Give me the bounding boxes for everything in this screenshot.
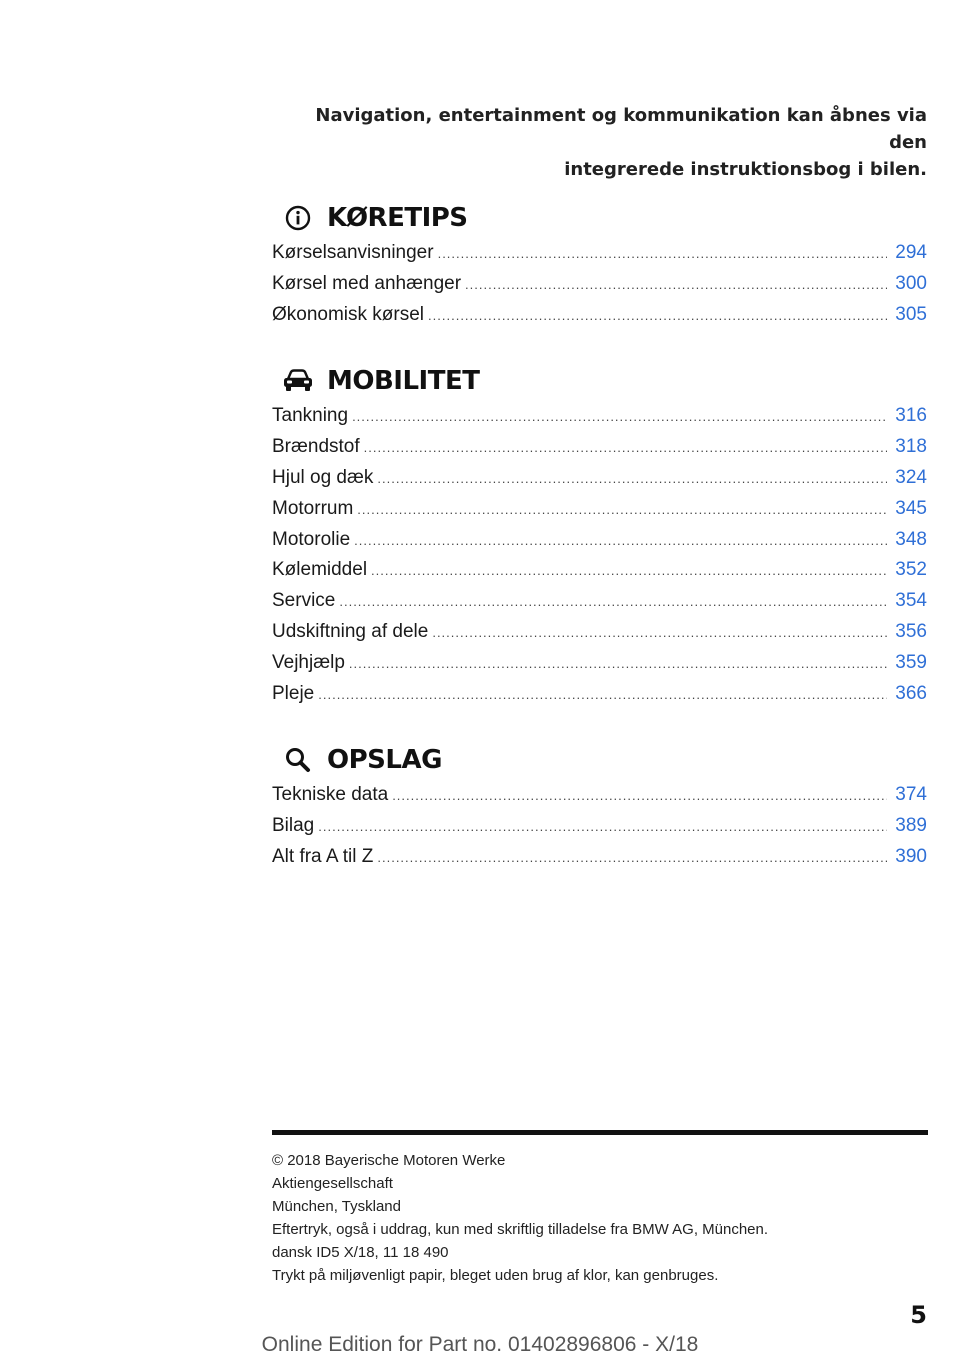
toc-entry-title: Bilag (272, 815, 315, 837)
toc-page-link[interactable]: 374 (895, 784, 927, 806)
section-title: MOBILITET (327, 366, 480, 397)
toc-entry-title: Service (272, 590, 336, 612)
toc-entry[interactable] (272, 498, 927, 529)
dot-leader (377, 850, 887, 865)
toc-entry-title: Tankning (272, 405, 349, 427)
toc-entry-title: Kørselsanvisninger (272, 242, 434, 263)
imprint-line: dansk ID5 X/18, 11 18 490 (272, 1244, 449, 1261)
section-header (272, 738, 927, 782)
toc-entry[interactable] (272, 621, 927, 652)
dot-leader (339, 594, 887, 609)
toc-entry[interactable] (272, 436, 927, 467)
imprint-line: Eftertryk, også i uddrag, kun med skriftlig tilladelse fra BMW AG, München. (272, 1221, 769, 1238)
dot-leader (352, 409, 887, 424)
imprint-line: Trykt på miljøvenligt papir, bleget uden brug af klor, kan genbruges. (272, 1267, 719, 1284)
toc-page-link[interactable]: 354 (895, 590, 927, 612)
toc-page-link[interactable]: 359 (895, 651, 927, 673)
section-mobilitet (272, 359, 927, 713)
imprint (272, 1149, 928, 1287)
intro-line-1: Navigation, entertainment og kommunikation kan åbnes via den (315, 105, 927, 153)
toc-page-link[interactable]: 356 (895, 620, 927, 642)
dot-leader (371, 563, 887, 578)
toc-entry-title: Alt fra A til Z (272, 845, 374, 867)
toc-entry-title: Brændstof (272, 436, 360, 458)
intro-line-2: integrerede instruktionsbog i bilen. (564, 159, 927, 180)
dot-leader (318, 819, 887, 834)
dot-leader (428, 308, 887, 323)
toc-page-link[interactable]: 389 (895, 815, 927, 837)
edition-watermark: Online Edition for Part no. 01402896806 - X/18 (261, 1333, 699, 1356)
toc-entry[interactable] (272, 405, 927, 436)
toc-entry-title: Kørsel med anhænger (272, 272, 462, 294)
page-number: 5 (910, 1301, 927, 1329)
toc-entry-title: Økonomisk kørsel (272, 303, 425, 325)
section-header (272, 359, 927, 403)
toc-page-link[interactable]: 294 (895, 242, 927, 263)
toc-entry[interactable] (272, 559, 927, 590)
car-icon (272, 361, 324, 401)
dot-leader (432, 625, 887, 640)
toc-entry[interactable] (272, 242, 927, 273)
dot-leader (364, 440, 887, 455)
toc-entry[interactable] (272, 529, 927, 560)
toc-entry-title: Pleje (272, 682, 315, 704)
toc-entry[interactable] (272, 683, 927, 714)
toc-page-link[interactable]: 348 (895, 528, 927, 550)
table-of-contents (272, 196, 927, 902)
toc-entry[interactable] (272, 815, 927, 846)
toc-page-link[interactable]: 345 (895, 497, 927, 519)
dot-leader (392, 788, 887, 803)
toc-entry-title: Hjul og dæk (272, 466, 374, 488)
imprint-line: München, Tyskland (272, 1198, 401, 1215)
toc-page-link[interactable]: 352 (895, 559, 927, 581)
toc-entry-title: Motorrum (272, 497, 354, 519)
toc-entry[interactable] (272, 590, 927, 621)
toc-entry-title: Udskiftning af dele (272, 620, 429, 642)
toc-page-link[interactable]: 324 (895, 466, 927, 488)
toc-page-link[interactable]: 390 (895, 845, 927, 867)
dot-leader (354, 533, 887, 548)
dot-leader (349, 656, 887, 671)
toc-entry[interactable] (272, 304, 927, 335)
toc-entry-title: Motorolie (272, 528, 351, 550)
section-opslag (272, 738, 927, 876)
toc-page-link[interactable]: 300 (895, 272, 927, 294)
search-icon (272, 740, 324, 780)
toc-entry[interactable] (272, 652, 927, 683)
toc-entry-title: Kølemiddel (272, 559, 368, 581)
dot-leader (438, 246, 887, 261)
footer-divider (272, 1130, 928, 1135)
toc-entry-title: Tekniske data (272, 784, 389, 806)
toc-page-link[interactable]: 366 (895, 682, 927, 704)
imprint-line: © 2018 Bayerische Motoren Werke (272, 1152, 506, 1169)
toc-page-link[interactable]: 318 (895, 436, 927, 458)
dot-leader (357, 502, 887, 517)
info-icon (272, 198, 324, 238)
intro-note (287, 102, 927, 183)
dot-leader (465, 277, 887, 292)
toc-entry[interactable] (272, 846, 927, 877)
section-title: OPSLAG (327, 745, 442, 776)
section-koeretips (272, 196, 927, 334)
toc-entry-title: Vejhjælp (272, 651, 345, 673)
toc-entry[interactable] (272, 273, 927, 304)
toc-page-link[interactable]: 305 (895, 303, 927, 325)
dot-leader (318, 687, 887, 702)
dot-leader (377, 471, 887, 486)
imprint-line: Aktiengesellschaft (272, 1175, 393, 1192)
toc-page-link[interactable]: 316 (895, 405, 927, 427)
section-title: KØRETIPS (327, 203, 468, 233)
section-header (272, 196, 927, 240)
toc-entry[interactable] (272, 467, 927, 498)
toc-entry[interactable] (272, 784, 927, 815)
